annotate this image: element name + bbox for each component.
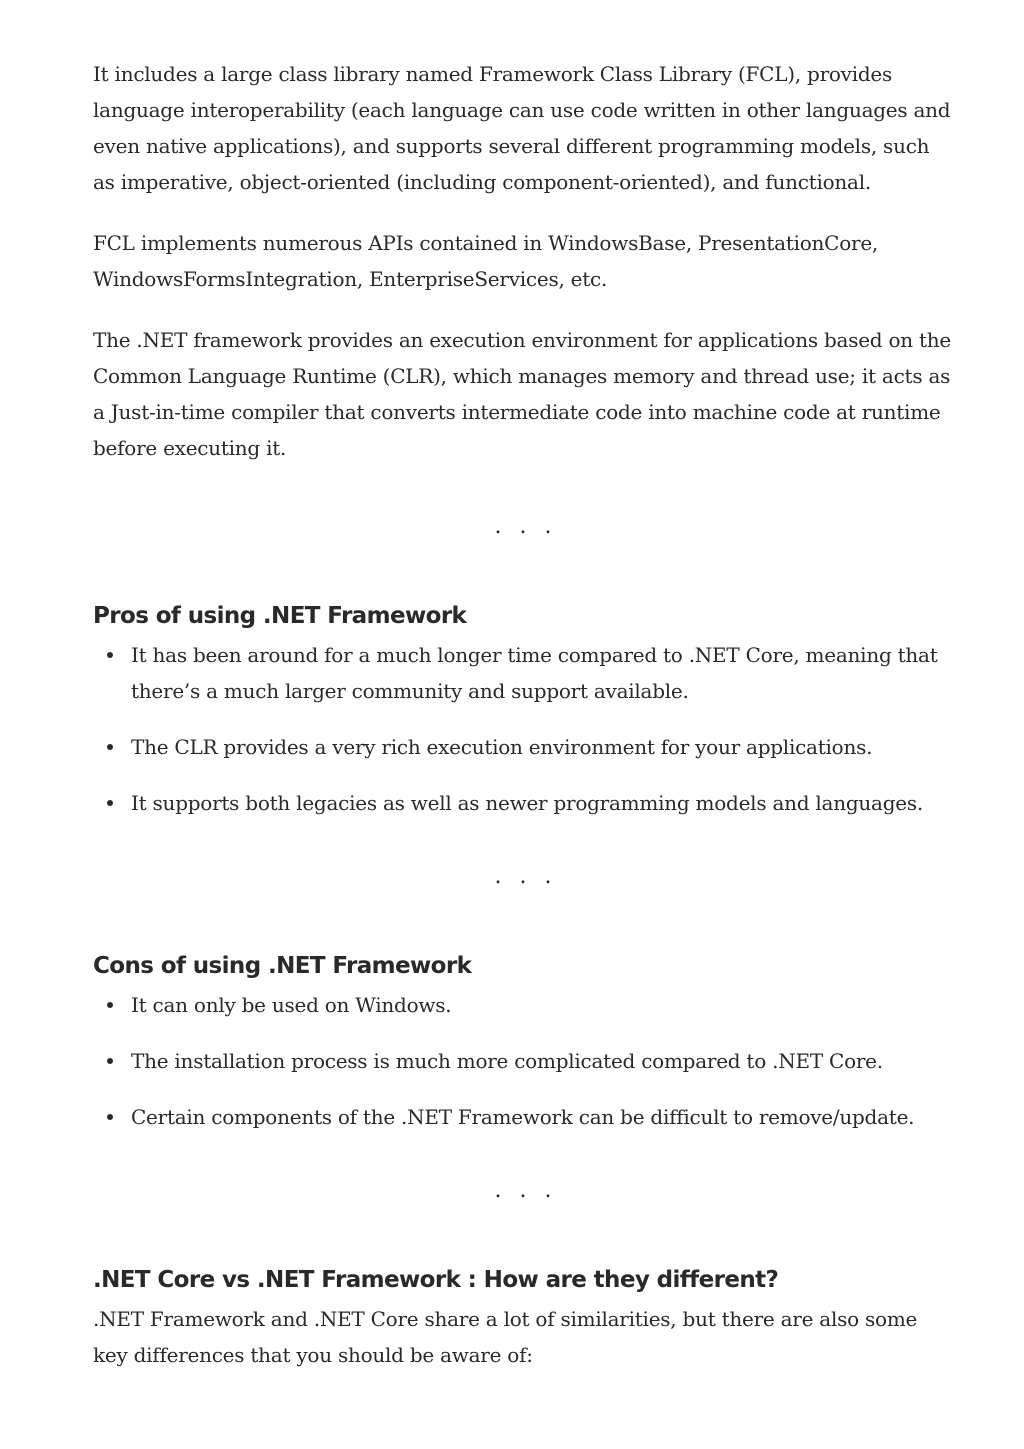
separator-dots: ... <box>494 513 570 539</box>
pros-list-item <box>93 637 953 709</box>
cons-item-text: The installation process is much more complicated compared to .NET Core. <box>131 1049 883 1073</box>
pros-list <box>93 637 953 821</box>
separator-dots: ... <box>494 863 570 889</box>
intro-paragraph-2: FCL implements numerous APIs contained in WindowsBase, PresentationCore, WindowsFormsIntegration, EnterpriseServices, etc. <box>93 231 879 291</box>
pros-item-text: It has been around for a much longer time compared to .NET Core, meaning that there’s a much larger community and support available. <box>131 643 938 703</box>
bullet-icon <box>107 800 113 806</box>
pros-item-text: It supports both legacies as well as newer programming models and languages. <box>131 791 923 815</box>
pros-list-item <box>93 729 953 765</box>
bullet-icon <box>107 1002 113 1008</box>
section-separator <box>93 1155 953 1225</box>
cons-list-item <box>93 1099 953 1135</box>
section-separator <box>93 491 953 561</box>
cons-list-item <box>93 1043 953 1079</box>
comparison-heading: .NET Core vs .NET Framework : How are they different? <box>93 1267 779 1293</box>
comparison-paragraph: .NET Framework and .NET Core share a lot of similarities, but there are also some key differences that you should be aware of: <box>93 1307 918 1367</box>
bullet-icon <box>107 744 113 750</box>
intro-paragraph-3: The .NET framework provides an execution environment for applications based on the Common Language Runtime (CLR), which manages memory and thread use; it acts as a Just-in-time compiler that converts intermediate code into machine code at runtime before executing it. <box>93 328 951 460</box>
pros-list-item <box>93 785 953 821</box>
section-separator <box>93 841 953 911</box>
bullet-icon <box>107 1058 113 1064</box>
intro-paragraph-1: It includes a large class library named Framework Class Library (FCL), provides language interoperability (each language can use code written in other languages and even native applications), and supports several different programming models, such as imperative, object-oriented (including component-oriented), and functional. <box>93 62 951 194</box>
cons-list-item <box>93 987 953 1023</box>
article-body <box>93 56 953 1398</box>
pros-item-text: The CLR provides a very rich execution environment for your applications. <box>131 735 873 759</box>
cons-heading: Cons of using .NET Framework <box>93 953 472 979</box>
bullet-icon <box>107 652 113 658</box>
cons-item-text: Certain components of the .NET Framework can be difficult to remove/update. <box>131 1105 915 1129</box>
bullet-icon <box>107 1114 113 1120</box>
cons-item-text: It can only be used on Windows. <box>131 993 452 1017</box>
separator-dots: ... <box>494 1177 570 1203</box>
cons-list <box>93 987 953 1135</box>
pros-heading: Pros of using .NET Framework <box>93 603 467 629</box>
